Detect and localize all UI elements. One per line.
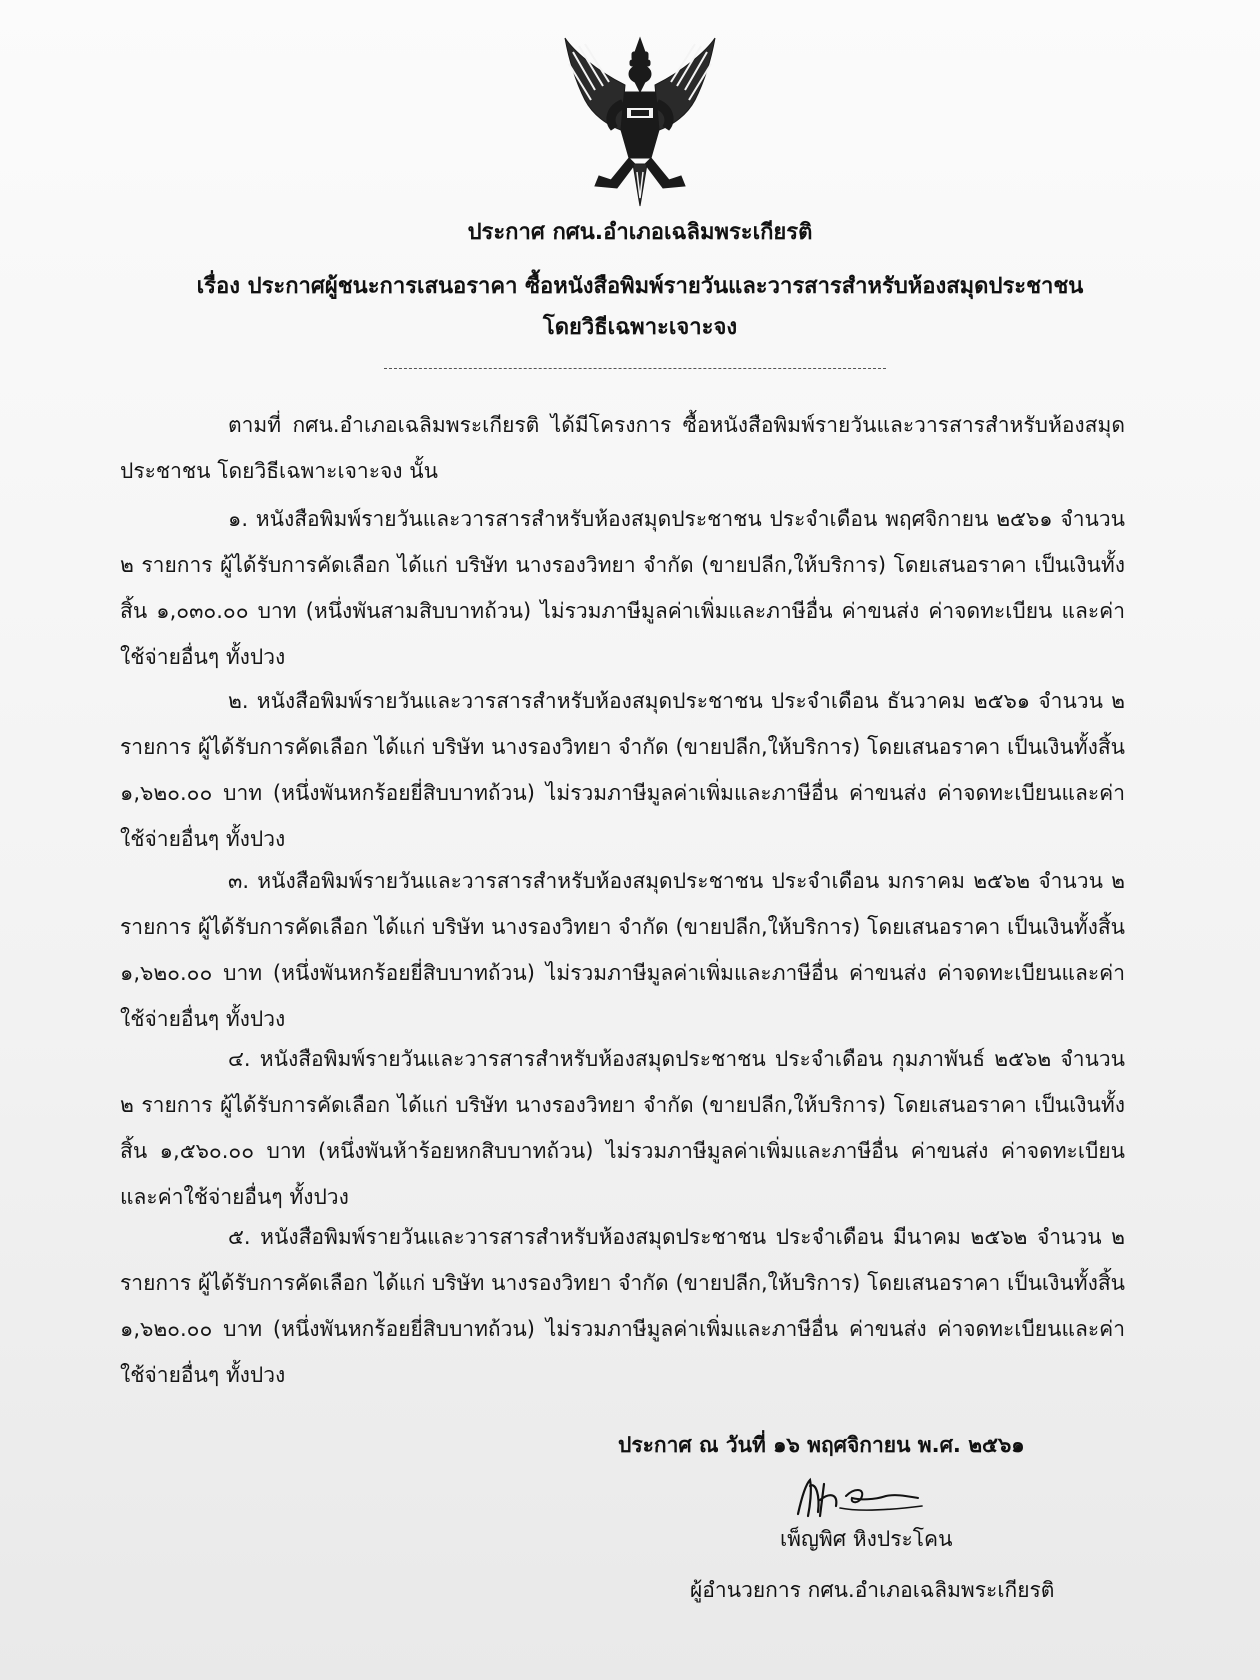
signer-name: เพ็ญพิศ หิงประโคน: [780, 1527, 953, 1551]
announcement-title: ประกาศ กศน.อำเภอเฉลิมพระเกียรติ: [467, 220, 813, 245]
divider: [384, 368, 886, 369]
item-paragraph-4: ๔. หนังสือพิมพ์รายวันและวารสารสำหรับห้องสมุดประชาชน ประจำเดือน กุมภาพันธ์ ๒๕๖๒ จำนวน ๒ รายการ ผู้ได้รับการคัดเลือก ได้แก่ บริษัท นางรองวิทยา จำกัด (ขายปลีก,ให้บริการ) โดยเสนอราคา เป็นเงินทั้งสิ้น ๑,๕๖๐.๐๐ บาท (หนึ่งพันห้าร้อยหกสิบบาทถ้วน) ไม่รวมภาษีมูลค่าเพิ่มและภาษีอื่น ค่าขนส่ง ค่าจดทะเบียนและค่าใช้จ่ายอื่นๆ ทั้งปวง: [120, 1047, 1125, 1209]
intro-paragraph: ตามที่ กศน.อำเภอเฉลิมพระเกียรติ ได้มีโครงการ ซื้อหนังสือพิมพ์รายวันและวารสารสำหรับห้องสมุดประชาชน โดยวิธีเฉพาะเจาะจง นั้น: [120, 413, 1125, 483]
announcement-method: โดยวิธีเฉพาะเจาะจง: [542, 315, 738, 340]
item-paragraph-1: ๑. หนังสือพิมพ์รายวันและวารสารสำหรับห้องสมุดประชาชน ประจำเดือน พฤศจิกายน ๒๕๖๑ จำนวน ๒ รายการ ผู้ได้รับการคัดเลือก ได้แก่ บริษัท นางรองวิทยา จำกัด (ขายปลีก,ให้บริการ) โดยเสนอราคา เป็นเงินทั้งสิ้น ๑,๐๓๐.๐๐ บาท (หนึ่งพันสามสิบบาทถ้วน) ไม่รวมภาษีมูลค่าเพิ่มและภาษีอื่น ค่าขนส่ง ค่าจดทะเบียน และค่าใช้จ่ายอื่นๆ ทั้งปวง: [120, 507, 1125, 669]
announcement-subject: เรื่อง ประกาศผู้ชนะการเสนอราคา ซื้อหนังสือพิมพ์รายวันและวารสารสำหรับห้องสมุดประชาชน: [196, 274, 1084, 299]
item-paragraph-2: ๒. หนังสือพิมพ์รายวันและวารสารสำหรับห้องสมุดประชาชน ประจำเดือน ธันวาคม ๒๕๖๑ จำนวน ๒ รายการ ผู้ได้รับการคัดเลือก ได้แก่ บริษัท นางรองวิทยา จำกัด (ขายปลีก,ให้บริการ) โดยเสนอราคา เป็นเงินทั้งสิ้น ๑,๖๒๐.๐๐ บาท (หนึ่งพันหกร้อยยี่สิบบาทถ้วน) ไม่รวมภาษีมูลค่าเพิ่มและภาษีอื่น ค่าขนส่ง ค่าจดทะเบียนและค่าใช้จ่ายอื่นๆ ทั้งปวง: [120, 689, 1125, 851]
handwritten-signature: [790, 1466, 930, 1526]
announcement-date: ประกาศ ณ วันที่ ๑๖ พฤศจิกายน พ.ศ. ๒๕๖๑: [618, 1433, 1025, 1457]
item-paragraph-3: ๓. หนังสือพิมพ์รายวันและวารสารสำหรับห้องสมุดประชาชน ประจำเดือน มกราคม ๒๕๖๒ จำนวน ๒ รายการ ผู้ได้รับการคัดเลือก ได้แก่ บริษัท นางรองวิทยา จำกัด (ขายปลีก,ให้บริการ) โดยเสนอราคา เป็นเงินทั้งสิ้น ๑,๖๒๐.๐๐ บาท (หนึ่งพันหกร้อยยี่สิบบาทถ้วน) ไม่รวมภาษีมูลค่าเพิ่มและภาษีอื่น ค่าขนส่ง ค่าจดทะเบียนและค่าใช้จ่ายอื่นๆ ทั้งปวง: [120, 869, 1125, 1031]
garuda-emblem-icon: [555, 30, 725, 210]
signer-title: ผู้อำนวยการ กศน.อำเภอเฉลิมพระเกียรติ: [690, 1578, 1055, 1602]
item-paragraph-5: ๕. หนังสือพิมพ์รายวันและวารสารสำหรับห้องสมุดประชาชน ประจำเดือน มีนาคม ๒๕๖๒ จำนวน ๒ รายการ ผู้ได้รับการคัดเลือก ได้แก่ บริษัท นางรองวิทยา จำกัด (ขายปลีก,ให้บริการ) โดยเสนอราคา เป็นเงินทั้งสิ้น ๑,๖๒๐.๐๐ บาท (หนึ่งพันหกร้อยยี่สิบบาทถ้วน) ไม่รวมภาษีมูลค่าเพิ่มและภาษีอื่น ค่าขนส่ง ค่าจดทะเบียนและค่าใช้จ่ายอื่นๆ ทั้งปวง: [120, 1225, 1125, 1387]
